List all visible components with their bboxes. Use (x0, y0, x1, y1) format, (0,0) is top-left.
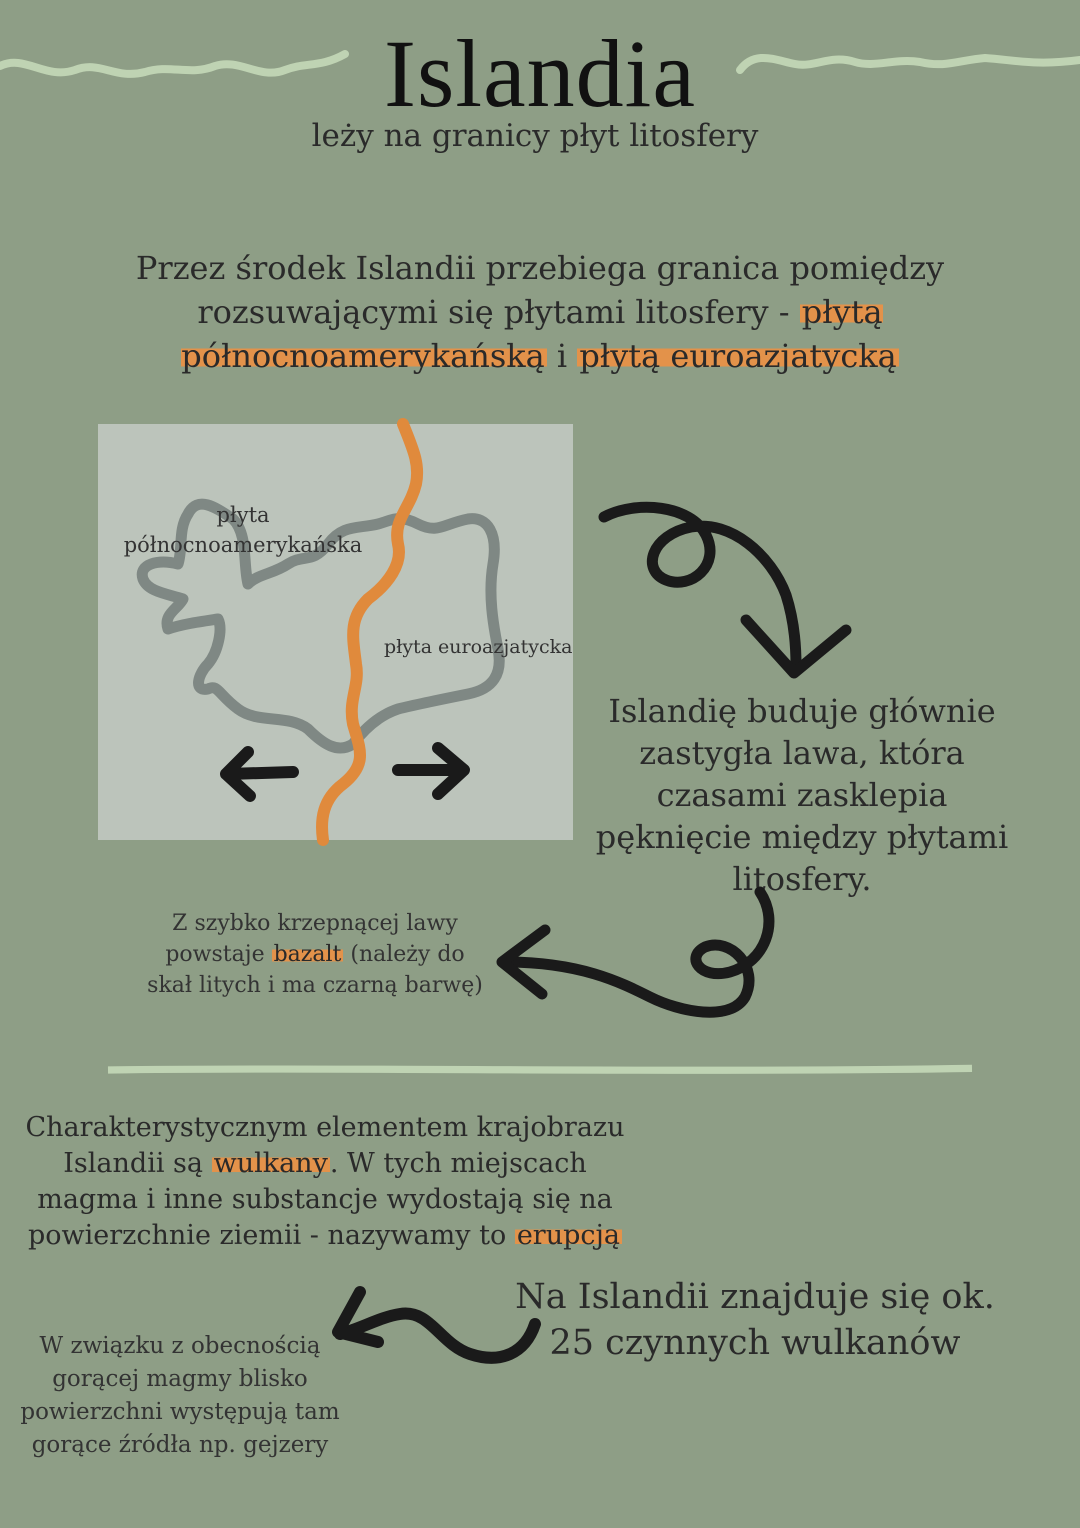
highlight-north-american-plate: płytą północnoamerykańską (181, 293, 883, 375)
arrow-left-icon (218, 746, 298, 802)
volcanoes-text-middle: . W tych miejscach magma i inne substancje wydostają się na powierzchnie ziemii - nazywamy to (28, 1148, 613, 1251)
hot-springs-paragraph: W związku z obecnością gorącej magmy blisko powierzchni występują tam gorące źródła np. gejzery (20, 1333, 340, 1458)
volcano-count-text: Na Islandii znajduje się ok. 25 czynnych wulkanów (515, 1277, 995, 1363)
label-eurasian-plate: płyta euroazjatycka (384, 636, 573, 658)
intro-connector: i (546, 337, 578, 375)
curly-arrow-left-icon (490, 882, 790, 1022)
section-divider (0, 1062, 1080, 1078)
highlight-volcanoes: wulkany (213, 1148, 328, 1179)
basalt-paragraph (140, 908, 490, 1001)
highlight-eurasian-plate: płytą euroazjatycką (579, 337, 897, 375)
highlight-basalt: bazalt (273, 942, 342, 967)
volcanoes-paragraph (20, 1110, 630, 1254)
label-north-american-line2: północnoamerykańska (123, 533, 363, 557)
iceland-plate-map (98, 424, 573, 840)
curly-arrow-down-icon (596, 495, 856, 685)
page-title: Islandia (384, 20, 696, 127)
lava-paragraph: Islandię buduje głównie zastygła lawa, która czasami zasklepia pęknięcie między płytami litosfery. (595, 692, 1009, 898)
highlight-eruption: erupcją (516, 1220, 620, 1251)
label-north-american-plate (108, 500, 378, 560)
wavy-arrow-left-icon (330, 1284, 550, 1374)
label-north-american-line1: płyta (216, 503, 270, 527)
volcanoes-text-before: Charakterystycznym elementem krajobrazu Islandii są (25, 1112, 625, 1179)
page-subtitle: leży na granicy płyt litosfery (311, 118, 759, 154)
arrow-right-icon (390, 742, 474, 802)
basalt-text-after: (należy do skał litych i ma czarną barwę) (147, 942, 483, 998)
intro-text: Przez środek Islandii przebiega granica pomiędzy rozsuwającymi się płytami litosfery - (135, 249, 945, 331)
basalt-text-before: Z szybko krzepnącej lawy powstaje (165, 911, 458, 967)
intro-paragraph (120, 246, 960, 378)
